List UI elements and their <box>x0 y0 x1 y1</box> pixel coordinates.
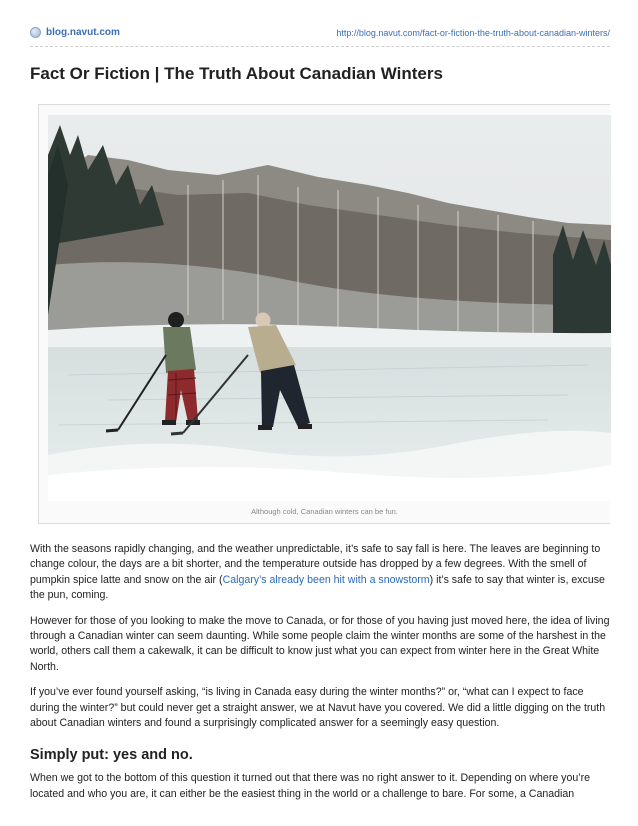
paragraph-1-text-a: With the seasons rapidly changing, and the weather unpredictable, it’s safe to say fall is here. The leaves are beginning to change colour, the days are a bit shorter, and the temperature outside has dropped by a few degrees. With the smell of pumpkin spice latte and snow on the air ( <box>30 543 601 586</box>
page-header <box>30 24 610 47</box>
calgary-snowstorm-link[interactable]: Calgary’s already been hit with a snowstorm <box>222 573 430 586</box>
page-title: Fact Or Fiction | The Truth About Canadian Winters <box>30 64 443 83</box>
paragraph-1 <box>30 542 610 604</box>
site-name[interactable] <box>30 27 120 38</box>
page-url[interactable]: http://blog.navut.com/fact-or-fiction-the-truth-about-canadian-winters/ <box>336 28 610 38</box>
paragraph-3: If you’ve ever found yourself asking, “is living in Canada easy during the winter months?” or, “what can I expect to face during the winter?” but could never get a straight answer, we at Navut have you covered. We did a little digging on the truth about Canadian winters and found a surprisingly complicated answer for a seemingly easy question. <box>30 686 606 730</box>
image-caption: Although cold, Canadian winters can be fun. <box>251 507 398 516</box>
site-name-text[interactable]: blog.navut.com <box>46 27 120 38</box>
globe-icon <box>30 27 41 38</box>
pond-hockey-photo <box>48 115 611 501</box>
section-heading: Simply put: yes and no. <box>30 747 193 764</box>
paragraph-4: When we got to the bottom of this question it turned out that there was no right answer to it. Depending on where you’re located and who you are, it can either be the easiest thing in the world or a challenge to bare. For some, a Canadian <box>30 772 591 800</box>
paragraph-2: However for those of you looking to make the move to Canada, or for those of you having just moved here, the idea of living through a Canadian winter can seem daunting. While some people claim the winter months are some of the harshest in the world, others call them a cakewalk, it can be difficult to know just what you can expect from winter here in the Great White North. <box>30 614 610 673</box>
article-figure <box>38 104 610 524</box>
article-body <box>30 542 610 812</box>
paragraph-1-text-b: ) it’s safe to say that winter is, excuse the pun, coming. <box>30 573 605 602</box>
